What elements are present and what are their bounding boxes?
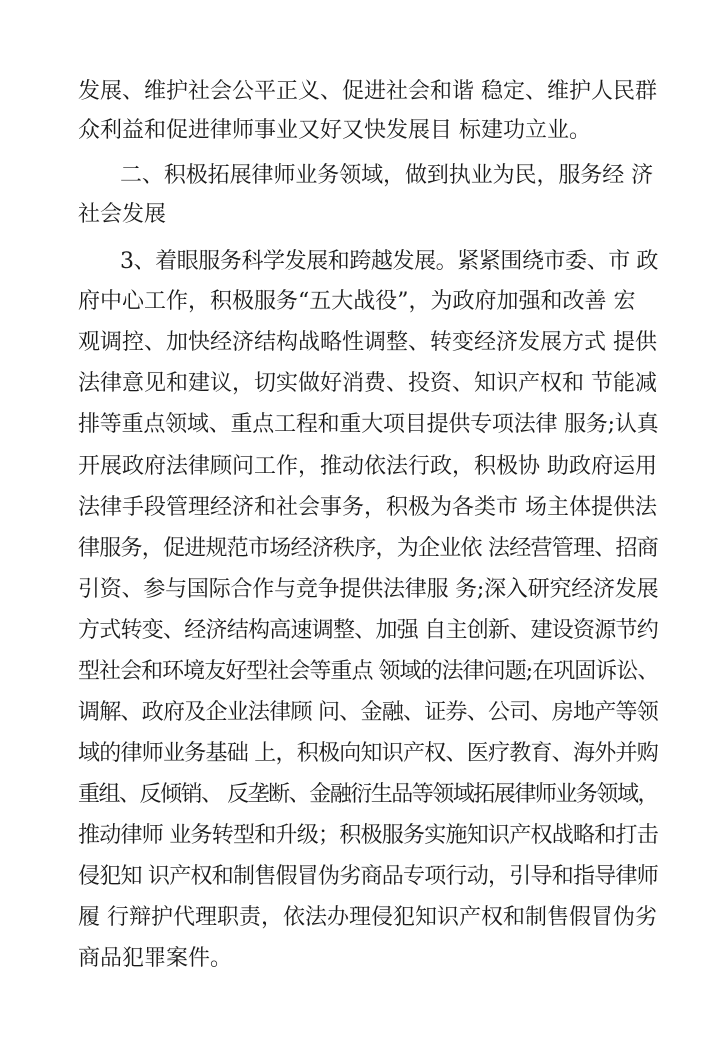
paragraph-line: 引资、参与国际合作与竞争提供法律服 务;深入研究经济发展 (78, 577, 659, 602)
paragraph-line: 3、着眼服务科学发展和跨越发展。紧紧围绕市委、市 政 (120, 249, 658, 274)
paragraph-line: 律服务，促进规范市场经济秩序，为企业依 法经营管理、招商 (78, 536, 658, 561)
paragraph-line: 排等重点领域、重点工程和重大项目提供专项法律 服务;认真 (78, 412, 659, 437)
paragraph-line: 方式转变、经济结构高速调整、加强 自主创新、建设资源节约 (78, 618, 658, 643)
paragraph-line: 众利益和促进律师事业又好又快发展目 标建功立业。 (78, 118, 591, 143)
paragraph-line: 侵犯知 识产权和制售假冒伪劣商品专项行动，引导和指导律师 (78, 864, 658, 889)
section-heading: 二、积极拓展律师业务领域，做到执业为民，服务经 济 (120, 163, 653, 188)
paragraph-line: 观调控、加快经济结构战略性调整、转变经济发展方式 提供 (78, 330, 657, 355)
paragraph-line: 履 行辩护代理职责，依法办理侵犯知识产权和制售假冒伪劣 (78, 905, 657, 930)
paragraph-line: 调解、政府及企业法律顾 问、金融、证券、公司、房地产等领 (78, 700, 658, 725)
section-heading: 社会发展 (78, 202, 167, 227)
paragraph-line: 府中心工作，积极服务“五大战役”，为政府加强和改善 宏 (78, 289, 636, 314)
paragraph-line: 域的律师业务基础 上，积极向知识产权、医疗教育、海外并购 (78, 741, 658, 766)
paragraph-line: 重组、反倾销、 反垄断、金融衍生品等领域拓展律师业务领域， (78, 782, 658, 807)
paragraph-line: 法律手段管理经济和社会事务，积极为各类市 场主体提供法 (78, 495, 657, 520)
paragraph-line: 型社会和环境友好型社会等重点 领域的法律问题;在巩固诉讼、 (78, 659, 659, 684)
paragraph-line: 推动律师 业务转型和升级；积极服务实施知识产权战略和打击 (78, 823, 658, 848)
paragraph-line: 开展政府法律顾问工作，推动依法行政，积极协 助政府运用 (78, 454, 657, 479)
paragraph-line: 发展、维护社会公平正义、促进社会和谐 稳定、维护人民群 (78, 79, 657, 104)
paragraph-line: 商品犯罪案件。 (78, 946, 233, 971)
paragraph-line: 法律意见和建议，切实做好消费、投资、知识产权和 节能减 (78, 371, 657, 396)
